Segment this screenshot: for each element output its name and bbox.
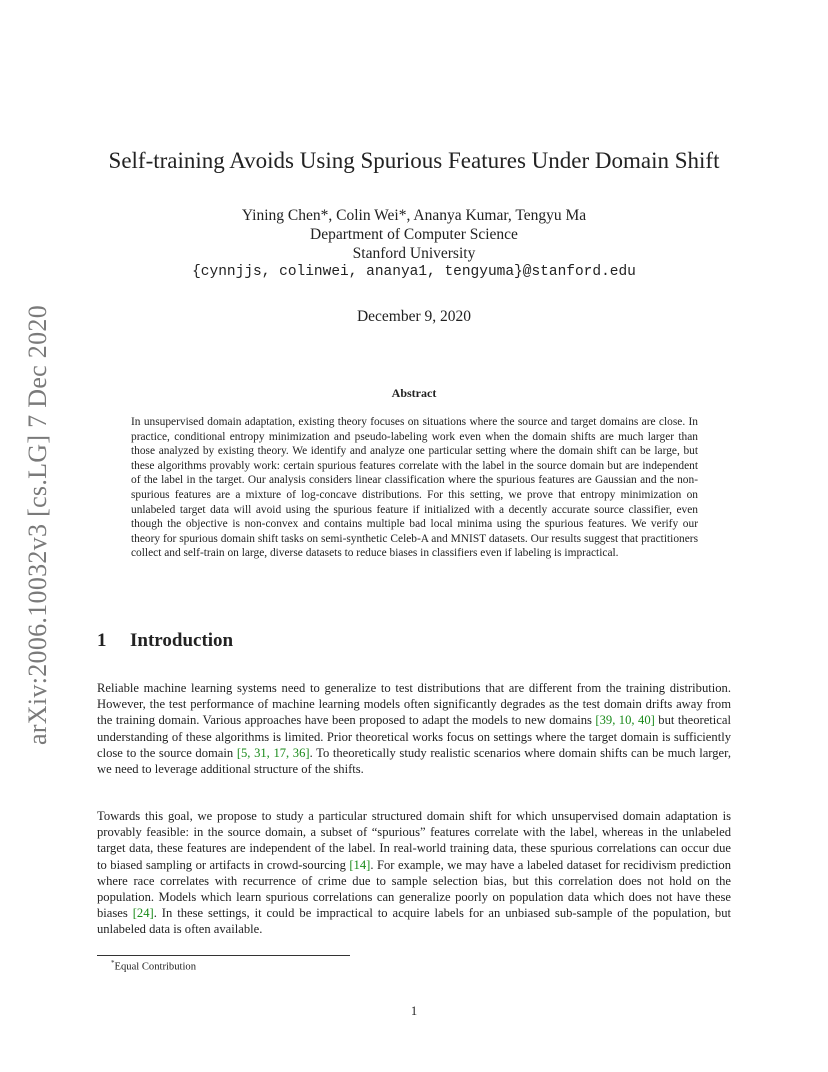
author-department: Department of Computer Science	[310, 226, 518, 243]
intro-paragraph-1	[97, 680, 731, 777]
paper-date: December 9, 2020	[356, 308, 472, 325]
arxiv-stamp	[8, 290, 68, 760]
footnote	[111, 959, 196, 973]
intro-p2-text-a: Towards this goal, we propose to study a particular structured domain shift for which unsupervised domain adaptation is provably feasible: in the source domain, a subset of “spurious” features correlate with the label, whereas in the unlabeled target data, these features are independent of the label. In real-world training data, these spurious correlations can occur due to biased sampling or artifacts in crowd-sourcing	[97, 809, 731, 872]
citation-link[interactable]: [14]	[349, 857, 371, 872]
intro-p1-text-c: . To theoretically study realistic scenarios where domain shifts can be much larger, we need to leverage additional structure of the shifts.	[97, 745, 731, 777]
intro-p1-text-b: but theoretical understanding of these algorithms is limited. Prior theoretical works focus on settings where the target domain is sufficiently close to the source domain	[97, 713, 731, 760]
section-heading	[97, 630, 233, 652]
abstract-text: In unsupervised domain adaptation, existing theory focuses on situations where the source and target domains are close. In practice, conditional entropy minimization and pseudo-labeling work even when the domain shifts are much larger than those analyzed by existing theory. We identify and analyze one particular setting where the domain shift can be large, but these algorithms provably work: certain spurious features correlate with the label in the source domain but are independent of the label in the target. Our analysis considers linear classification where the spurious features are Gaussian and the non-spurious features are a mixture of log-concave distributions. For this setting, we prove that entropy minimization on unlabeled target data will avoid using the spurious feature if initialized with a decently accurate source classifier, even though the objective is non-convex and contains multiple bad local minima using the spurious features. We verify our theory for spurious domain shift tasks on semi-synthetic Celeb-A and MNIST datasets. Our results suggest that practitioners collect and self-train on large, diverse datasets to reduce biases in classifiers even if labeling is impractical.	[131, 416, 698, 560]
abstract-heading: Abstract	[391, 386, 437, 400]
author-block	[0, 206, 828, 282]
page-number: 1	[410, 1004, 418, 1018]
footnote-text: Equal Contribution	[114, 961, 197, 973]
intro-p1-text-a: Reliable machine learning systems need to generalize to test distributions that are different from the training distribution. However, the test performance of machine learning models often significantly degrades as the test domain drifts away from the training domain. Various approaches have been proposed to adapt the models to new domains	[97, 681, 731, 728]
author-email: {cynnjjs, colinwei, ananya1, tengyuma}@stanford.edu	[192, 264, 636, 280]
citation-link[interactable]: [5, 31, 17, 36]	[236, 745, 310, 760]
intro-paragraph-2	[97, 808, 731, 938]
section-title: Introduction	[130, 630, 234, 651]
intro-p2-text-b: . For example, we may have a labeled dataset for recidivism prediction where race correlates with recurrence of crime due to sample selection bias, but this correlation does not hold on the population. Models which learn spurious correlations can generalize poorly on population data which does not have these biases	[97, 857, 731, 921]
author-university: Stanford University	[352, 245, 476, 262]
intro-p2-text-c: . In these settings, it could be impractical to acquire labels for an unbiased sub-sample of the population, but unlabeled data is often available.	[97, 906, 731, 937]
footnote-rule	[97, 955, 350, 956]
paper-title: Self-training Avoids Using Spurious Features Under Domain Shift	[108, 148, 720, 173]
citation-link[interactable]: [24]	[132, 906, 154, 921]
footnote-marker: *	[111, 959, 115, 967]
author-names: Yining Chen*, Colin Wei*, Ananya Kumar, Tengyu Ma	[241, 207, 587, 224]
arxiv-id: arXiv:2006.10032v3 [cs.LG] 7 Dec 2020	[23, 304, 53, 746]
citation-link[interactable]: [39, 10, 40]	[595, 713, 655, 728]
section-number: 1	[97, 630, 107, 651]
